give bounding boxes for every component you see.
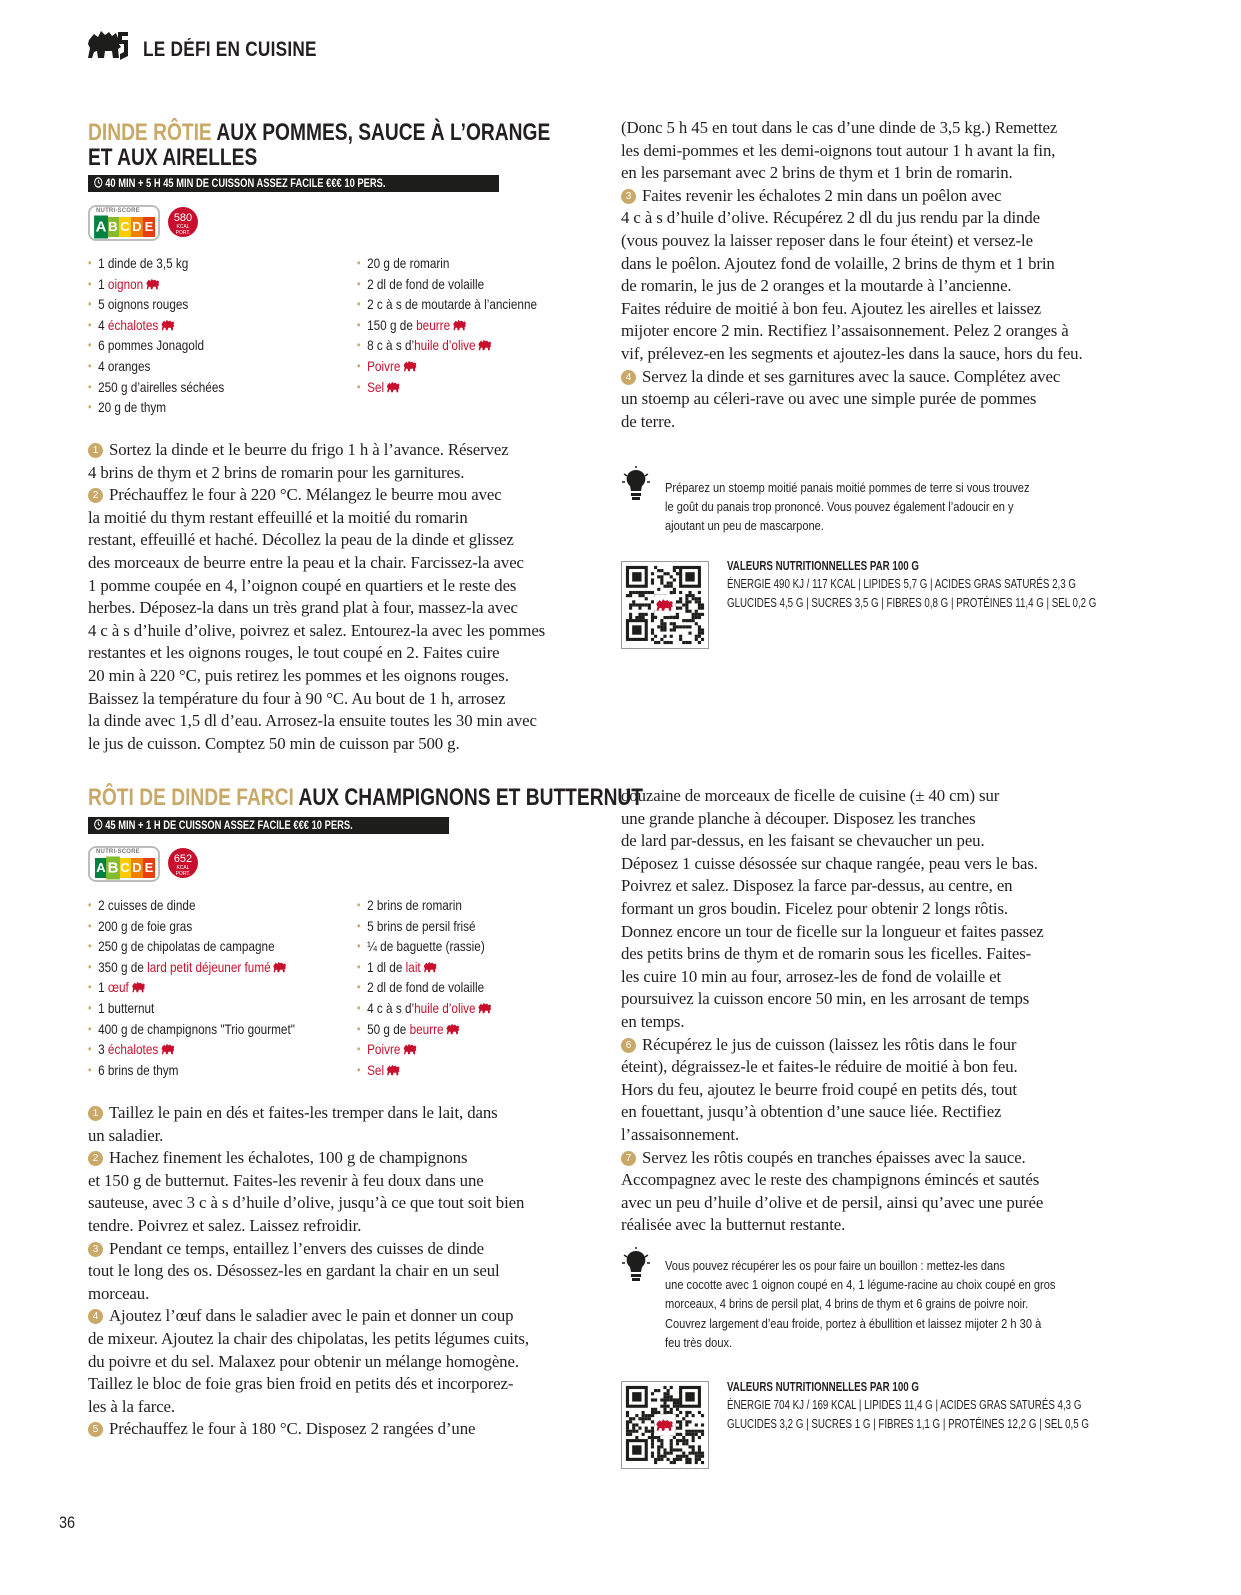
step-line: 2 Hachez finement les échalotes, 100 g de champignons — [88, 1147, 529, 1170]
lightbulb-icon — [622, 1247, 650, 1283]
nutri-c: C — [119, 858, 131, 878]
step-line: 1 Taillez le pain en dés et faites-les tremper dans le lait, dans — [88, 1102, 529, 1125]
nutri-score-label: NUTRI-SCORE — [96, 208, 140, 214]
recipe1-title-highlight: DINDE RÔTIE — [88, 119, 212, 146]
step-line: un stoemp au céleri-rave ou avec une simple purée de pommes — [621, 389, 1037, 409]
step-line: de mixeur. Ajoutez la chair des chipolatas, les petits légumes cuits, — [88, 1328, 529, 1348]
step-line: 5 Préchauffez le four à 180 °C. Disposez 2 rangées d’une — [88, 1418, 529, 1441]
step-line: 4 c à s d’huile d’olive, poivrez et salez. Entourez-la avec les pommes — [88, 620, 546, 640]
allergen-lion-icon — [161, 1043, 175, 1055]
clock-icon — [94, 177, 103, 188]
step-line: les cuire 10 min au four, arrosez-les de fond de volaille et — [621, 966, 1002, 986]
recipe2-meta-text: 45 MIN + 1 H DE CUISSON ASSEZ FACILE €€€ 10 PERS. — [105, 818, 353, 832]
step-line: réalisée avec la butternut restante. — [621, 1215, 846, 1235]
step-line: la dinde avec 1,5 dl d’eau. Arrosez-la ensuite toutes les 30 min avec — [88, 711, 537, 731]
ingredient-item: • 2 brins de romarin — [357, 895, 492, 916]
recipe2-meta-bar — [88, 817, 449, 834]
ingredient-item: • Sel — [357, 1060, 492, 1081]
step-line: des morceaux de beurre entre la peau et la chair. Farcissez-la avec — [88, 552, 524, 572]
step-line: en les parsemant avec 2 brins de thym et 1 brin de romarin. — [621, 163, 1013, 183]
ingredient-item: • Poivre — [357, 1039, 492, 1060]
step-line: 4 brins de thym et 2 brins de romarin pour les garnitures. — [88, 462, 465, 482]
recipe1-nutri-score — [88, 205, 160, 241]
ingredient-item: • 2 c à s de moutarde à l’ancienne — [357, 294, 537, 315]
ingredient-item: • 8 c à s d’huile d’olive — [357, 335, 537, 356]
step-number: 1 — [88, 443, 103, 458]
recipe2-nutrition — [727, 1378, 1191, 1433]
nutrition-line1: ÉNERGIE 490 KJ / 117 KCAL | LIPIDES 5,7 G | ACIDES GRAS SATURÉS 2,3 G — [727, 577, 1076, 592]
ingredient-item: • 1 oignon — [88, 274, 224, 295]
step-line: en temps. — [621, 1011, 685, 1031]
header-title: LE DÉFI EN CUISINE — [143, 38, 317, 61]
step-number: 2 — [88, 488, 103, 503]
recipe1-title — [88, 120, 550, 146]
ingredient-item: • 5 brins de persil frisé — [357, 916, 492, 937]
step-line: restant, effeuillé et haché. Décollez la peau de la dinde et glissez — [88, 530, 514, 550]
tip-line: feu très doux. — [665, 1334, 733, 1350]
step-line: Faites réduire de moitié à bon feu. Ajoutez les airelles et laissez — [621, 298, 1042, 318]
step-line: poursuivez la cuisson encore 50 min, en les arrosant de temps — [621, 989, 1030, 1009]
step-line: de terre. — [621, 411, 676, 431]
recipe2-steps-left — [88, 1102, 529, 1441]
ingredient-item: • 250 g de chipolatas de campagne — [88, 936, 295, 957]
recipe2-title-highlight: RÔTI DE DINDE FARCI — [88, 784, 294, 811]
step-number: 7 — [621, 1151, 636, 1166]
ingredient-item: • 200 g de foie gras — [88, 916, 295, 937]
step-line: 4 Ajoutez l’œuf dans le saladier avec le pain et donner un coup — [88, 1305, 529, 1328]
nutri-d: D — [131, 858, 143, 878]
recipe1-steps-left — [88, 439, 545, 755]
step-number: 4 — [621, 370, 636, 385]
step-line: de romarin, le jus de 2 oranges et la moutarde à l’ancienne. — [621, 276, 1012, 296]
nutri-e: E — [143, 858, 155, 878]
step-line: herbes. Déposez-la dans un très grand plat à four, massez-la avec — [88, 598, 518, 618]
ingredient-item: • 150 g de beurre — [357, 315, 537, 336]
delhaize-lion-logo — [88, 30, 130, 62]
allergen-lion-icon — [387, 1064, 401, 1076]
allergen-lion-icon — [478, 1002, 492, 1014]
recipe2-kcal-badge: 652 KCAL PORT. — [168, 848, 198, 878]
step-line: sauteuse, avec 3 c à s d’huile d’olive, jusqu’à ce que tout soit bien — [88, 1193, 525, 1213]
step-line: et 150 g de butternut. Faites-les revenir à feu doux dans une — [88, 1170, 484, 1190]
step-line: Accompagnez avec le reste des champignons émincés et sautés — [621, 1170, 1040, 1190]
step-line: de lard par-dessus, en les faisant se chevaucher un peu. — [621, 831, 985, 851]
tip-line: Préparez un stoemp moitié panais moitié pommes de terre si vous trouvez — [665, 480, 1030, 495]
step-number: 4 — [88, 1309, 103, 1324]
recipe2-ingredients-left — [88, 895, 334, 1080]
nutrition-line2: GLUCIDES 4,5 G | SUCRES 3,5 G | FIBRES 0,8 G | PROTÉINES 11,4 G | SEL 0,2 G — [727, 595, 1097, 610]
step-number: 3 — [621, 189, 636, 204]
step-line: la moitié du thym restant effeuillé et la moitié du romarin — [88, 507, 468, 527]
ingredient-item: • 2 dl de fond de volaille — [357, 977, 492, 998]
step-line: 4 c à s d’huile d’olive. Récupérez 2 dl du jus rendu par la dinde — [621, 208, 1040, 228]
recipe1-meta-bar — [88, 175, 499, 192]
allergen-lion-icon — [146, 278, 160, 290]
step-line: une grande planche à découper. Disposez les tranches — [621, 808, 976, 828]
nutrition-line1: ÉNERGIE 704 KJ / 169 KCAL | LIPIDES 11,4 G | ACIDES GRAS SATURÉS 4,3 G — [727, 1398, 1082, 1413]
step-line: 1 pomme coupée en 4, l’oignon coupé en quartiers et le reste des — [88, 575, 517, 595]
ingredient-item: • 6 brins de thym — [88, 1060, 295, 1081]
step-line: Taillez le bloc de foie gras bien froid en petits dés et incorporez- — [88, 1374, 514, 1394]
step-line: formant un gros boudin. Ficelez pour obtenir 2 longs rôtis. — [621, 898, 1009, 918]
step-line: Déposez 1 cuisse désossée sur chaque rangée, peau vers le bas. — [621, 853, 1038, 873]
recipe1-title-rest: AUX POMMES, SAUCE À L’ORANGE — [211, 119, 551, 146]
step-line: morceau. — [88, 1283, 150, 1303]
step-line: (vous pouvez la laisser reposer dans le four éteint) et versez-le — [621, 230, 1033, 250]
step-line: Poivrez et salez. Disposez la farce par-dessus, au centre, en — [621, 876, 1013, 896]
allergen-lion-icon — [453, 319, 467, 331]
ingredient-item: • 2 cuisses de dinde — [88, 895, 295, 916]
allergen-lion-icon — [403, 360, 417, 372]
recipe2-tip — [665, 1256, 1130, 1352]
recipe2-ingredients-right — [357, 895, 518, 1080]
recipe1-nutrition — [727, 557, 1201, 612]
recipe1-tip — [665, 478, 1099, 536]
step-line: vif, prélevez-en les segments et ajoutez-les dans la sauce, hors du feu. — [621, 343, 1083, 363]
step-line: un saladier. — [88, 1125, 164, 1145]
ingredient-item: • 250 g d’airelles séchées — [88, 377, 224, 398]
step-line: avec un peu d’huile d’olive et de persil, ainsi qu’avec une purée — [621, 1192, 1044, 1212]
nutri-c: C — [119, 217, 131, 237]
step-line: (Donc 5 h 45 en tout dans le cas d’une dinde de 3,5 kg.) Remettez — [621, 118, 1058, 137]
step-line: les à la farce. — [88, 1396, 176, 1416]
step-line: Hors du feu, ajoutez le beurre froid coupé en petits dés, tout — [621, 1079, 1017, 1099]
step-line: restantes et les oignons rouges, le tout coupé en 2. Faites cuire — [88, 643, 500, 663]
recipe1-ingredients-left — [88, 253, 250, 418]
nutri-score-label: NUTRI-SCORE — [96, 849, 140, 855]
step-line: 1 Sortez la dinde et le beurre du frigo 1 h à l’avance. Réservez — [88, 439, 545, 462]
step-number: 5 — [88, 1422, 103, 1437]
recipe1-qr-code[interactable] — [621, 561, 709, 649]
recipe2-steps-right — [621, 785, 1044, 1237]
ingredient-item: • 20 g de romarin — [357, 253, 537, 274]
step-line: tendre. Poivrez et salez. Laissez refroidir. — [88, 1215, 362, 1235]
lightbulb-icon — [622, 466, 650, 502]
nutri-a: A — [95, 858, 107, 878]
recipe1-steps-right — [621, 117, 1083, 433]
nutri-a: A — [94, 216, 108, 239]
step-line: 20 min à 220 °C, puis retirez les pommes et les oignons rouges. — [88, 665, 509, 685]
step-line: des petits brins de thym et de romarin sous les ficelles. Faites- — [621, 944, 1032, 964]
nutri-b: B — [107, 217, 119, 237]
step-line: douzaine de morceaux de ficelle de cuisine (± 40 cm) sur — [621, 786, 1000, 805]
tip-line: Vous pouvez récupérer les os pour faire un bouillon : mettez-les dans — [665, 1258, 1005, 1273]
step-line: 3 Pendant ce temps, entaillez l’envers des cuisses de dinde — [88, 1238, 529, 1261]
step-line: le jus de cuisson. Comptez 50 min de cuisson par 500 g. — [88, 733, 460, 753]
ingredient-item: • 20 g de thym — [88, 397, 224, 418]
ingredient-item: • 400 g de champignons "Trio gourmet" — [88, 1019, 295, 1040]
allergen-lion-icon — [423, 961, 437, 973]
ingredient-item: • 350 g de lard petit déjeuner fumé — [88, 957, 295, 978]
recipe2-title — [88, 785, 643, 811]
nutri-b: B — [106, 857, 120, 880]
allergen-lion-icon — [478, 339, 492, 351]
step-line: en fouettant, jusqu’à obtention d’une sauce liée. Rectifiez — [621, 1102, 1002, 1122]
nutrition-line2: GLUCIDES 3,2 G | SUCRES 1 G | FIBRES 1,1 G | PROTÉINES 12,2 G | SEL 0,5 G — [727, 1416, 1089, 1431]
step-line: 7 Servez les rôtis coupés en tranches épaisses avec la sauce. — [621, 1147, 1044, 1170]
step-number: 3 — [88, 1242, 103, 1257]
step-line: 3 Faites revenir les échalotes 2 min dans un poêlon avec — [621, 185, 1083, 208]
recipe1-ingredients-right — [357, 253, 571, 397]
step-line: 4 Servez la dinde et ses garnitures avec la sauce. Complétez avec — [621, 366, 1083, 389]
step-number: 2 — [88, 1151, 103, 1166]
step-line: les demi-pommes et les demi-oignons tout autour 1 h avant la fin, — [621, 140, 1056, 160]
ingredient-item: • Sel — [357, 377, 537, 398]
ingredient-item: • 5 oignons rouges — [88, 294, 224, 315]
step-line: 6 Récupérez le jus de cuisson (laissez les rôtis dans le four — [621, 1034, 1044, 1057]
step-number: 6 — [621, 1038, 636, 1053]
ingredient-item: • 6 pommes Jonagold — [88, 335, 224, 356]
clock-icon — [94, 819, 103, 830]
step-line: 2 Préchauffez le four à 220 °C. Mélangez le beurre mou avec — [88, 484, 545, 507]
nutri-e: E — [143, 217, 155, 237]
ingredient-item: • Poivre — [357, 356, 537, 377]
recipe2-nutri-score — [88, 846, 160, 882]
tip-line: Couvrez largement d’eau froide, portez à ébullition et laissez mijoter 2 h 30 à — [665, 1315, 1042, 1331]
recipe1-title-line2: ET AUX AIRELLES — [88, 144, 258, 171]
ingredient-item: • 2 dl de fond de volaille — [357, 274, 537, 295]
nutrition-heading: VALEURS NUTRITIONNELLES PAR 100 G — [727, 559, 919, 573]
ingredient-item: • 3 échalotes — [88, 1039, 295, 1060]
recipe2-qr-code[interactable] — [621, 1381, 709, 1469]
allergen-lion-icon — [387, 381, 401, 393]
ingredient-item: • 4 oranges — [88, 356, 224, 377]
ingredient-item: • 4 c à s d’huile d’olive — [357, 998, 492, 1019]
step-line: dans le poêlon. Ajoutez fond de volaille, 2 brins de thym et 1 brin — [621, 253, 1055, 273]
recipe1-kcal-badge: 580 KCAL PORT. — [168, 207, 198, 237]
step-line: mijoter encore 2 min. Rectifiez l’assaisonnement. Pelez 2 oranges à — [621, 321, 1069, 341]
allergen-lion-icon — [446, 1023, 460, 1035]
tip-line: ajoutant un peu de mascarpone. — [665, 518, 824, 534]
step-line: Baissez la température du four à 90 °C. Au bout de 1 h, arrosez — [88, 688, 506, 708]
nutri-d: D — [131, 217, 143, 237]
nutrition-heading: VALEURS NUTRITIONNELLES PAR 100 G — [727, 1380, 919, 1394]
ingredient-item: • 50 g de beurre — [357, 1019, 492, 1040]
page-number: 36 — [59, 1513, 76, 1532]
ingredient-item: • 1 butternut — [88, 998, 295, 1019]
step-line: du poivre et du sel. Malaxez pour obtenir un mélange homogène. — [88, 1351, 519, 1371]
allergen-lion-icon — [161, 319, 175, 331]
tip-line: le goût du panais trop prononcé. Vous pouvez également l’adoucir en y — [665, 499, 1014, 515]
allergen-lion-icon — [131, 981, 145, 993]
tip-line: morceaux, 4 brins de persil plat, 4 brins de thym et 6 grains de poivre noir. — [665, 1296, 1029, 1312]
ingredient-item: • 1 dl de lait — [357, 957, 492, 978]
ingredient-item: • 1 œuf — [88, 977, 295, 998]
allergen-lion-icon — [273, 961, 287, 973]
step-line: éteint), dégraissez-le et faites-le réduire de moitié à bon feu. — [621, 1057, 1018, 1077]
tip-line: une cocotte avec 1 oignon coupé en 4, 1 légume-racine au choix coupé en gros — [665, 1277, 1056, 1293]
recipe2-title-rest: AUX CHAMPIGNONS ET BUTTERNUT — [293, 784, 644, 811]
recipe1-meta-text: 40 MIN + 5 H 45 MIN DE CUISSON ASSEZ FACILE €€€ 10 PERS. — [105, 176, 386, 190]
ingredient-item: • 4 échalotes — [88, 315, 224, 336]
step-line: l’assaisonnement. — [621, 1124, 740, 1144]
ingredient-item: • 1 dinde de 3,5 kg — [88, 253, 224, 274]
step-line: Donnez encore un tour de ficelle sur la longueur et faites passez — [621, 921, 1044, 941]
step-line: tout le long des os. Désossez-les en gardant la chair en un seul — [88, 1261, 500, 1281]
step-number: 1 — [88, 1106, 103, 1121]
allergen-lion-icon — [403, 1043, 417, 1055]
ingredient-item: • ¼ de baguette (rassie) — [357, 936, 492, 957]
